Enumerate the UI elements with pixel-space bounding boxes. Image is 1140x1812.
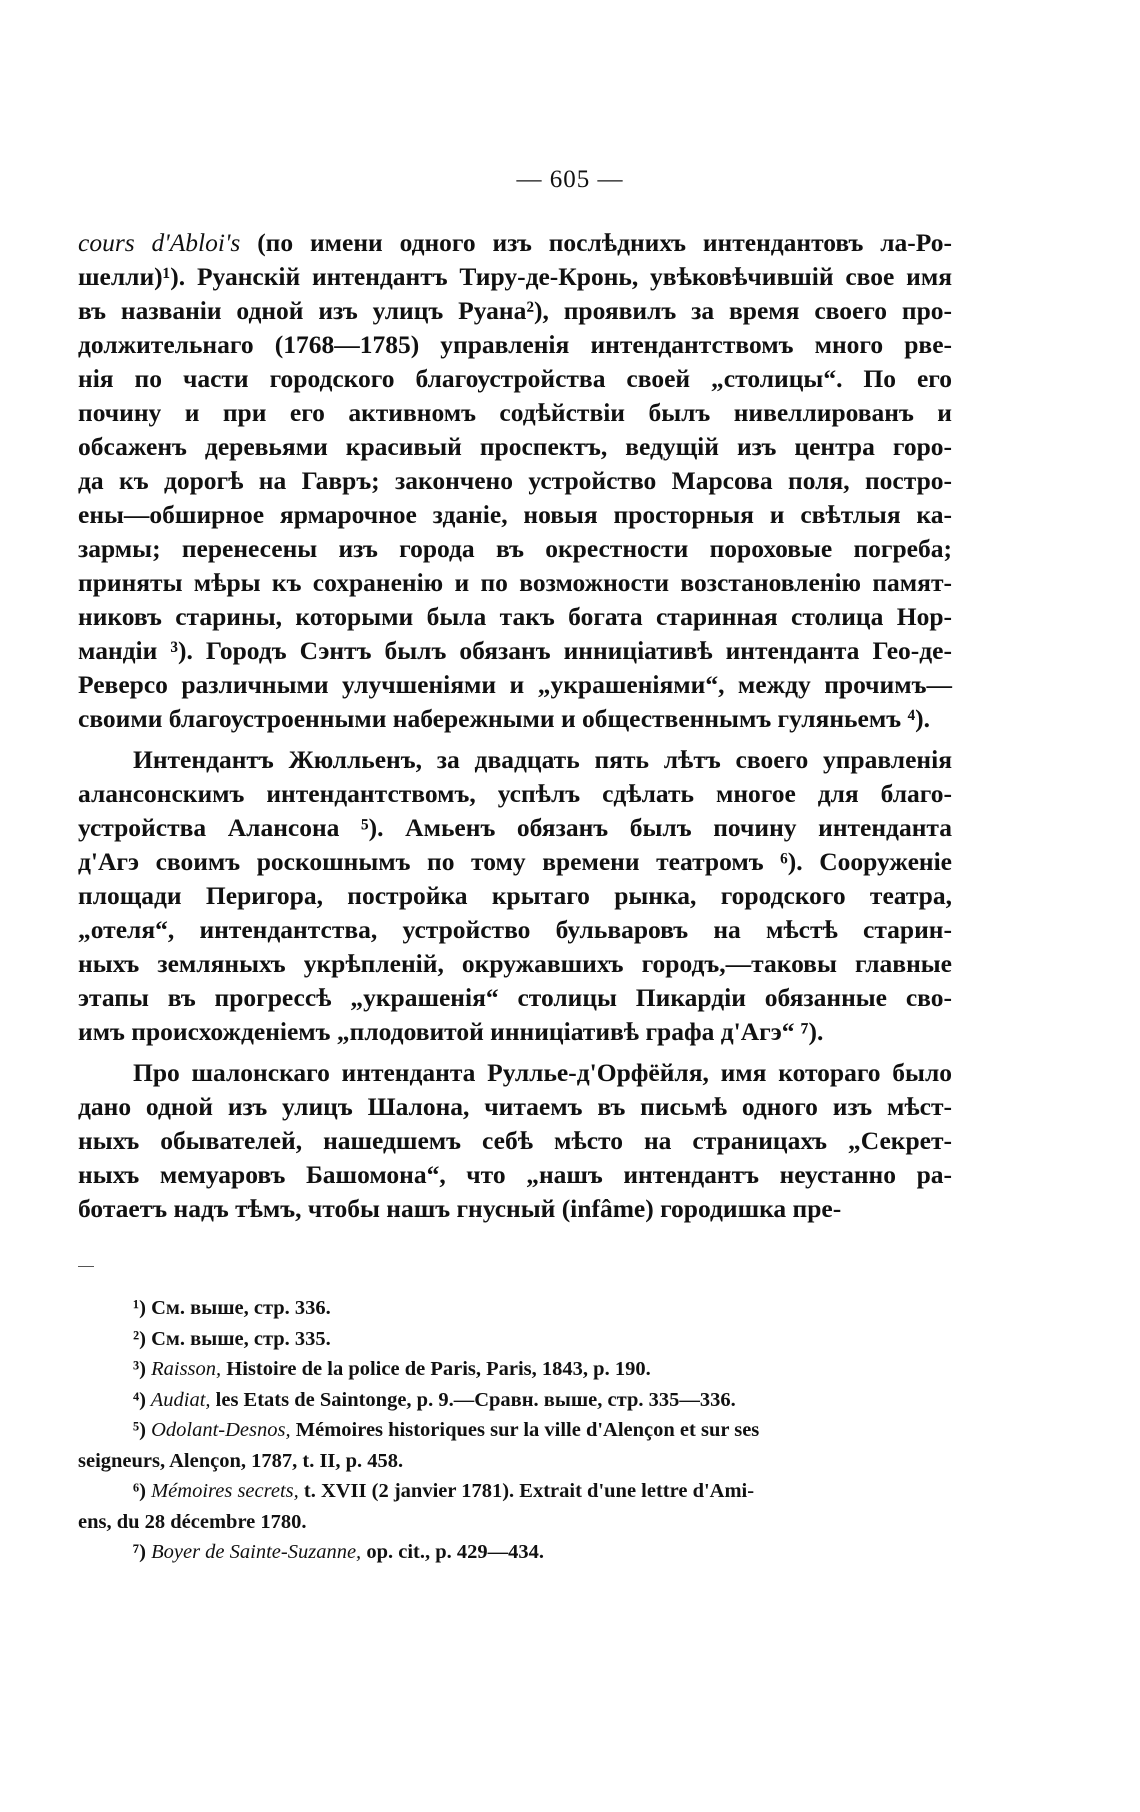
text-line bbox=[78, 668, 952, 702]
italic-text: cours d'Abloi's bbox=[78, 228, 241, 257]
footnote-text: См. выше, стр. 336. bbox=[145, 1297, 331, 1319]
footnote-marker: ³) bbox=[133, 1358, 146, 1380]
paragraph bbox=[78, 743, 952, 1049]
footnote-text: t. XVII (2 janvier 1781). Extrait d'une lettre d'Ami- bbox=[298, 1480, 755, 1502]
line-text: Про шалонскаго интенданта Руллье-д'Орфёйля, имя котораго было bbox=[133, 1058, 952, 1087]
footnote-separator bbox=[78, 1266, 94, 1267]
body-text bbox=[78, 226, 952, 1226]
line-text: обсаженъ деревьями красивый проспектъ, ведущій изъ центра горо- bbox=[78, 432, 952, 461]
line-text: Интендантъ Жюлльенъ, за двадцать пять лѣтъ своего управленія bbox=[133, 745, 952, 774]
line-text: д'Агэ своимъ роскошнымъ по тому времени театромъ ⁶). Сооруженіе bbox=[78, 847, 952, 876]
footnote-author: Boyer de Sainte-Suzanne, bbox=[145, 1541, 362, 1563]
footnote bbox=[78, 1415, 952, 1446]
text-line bbox=[78, 1090, 952, 1124]
line-text: шелли)¹). Руанскій интендантъ Тиру-де-Кронь, увѣковѣчившій свое имя bbox=[78, 262, 952, 291]
footnote-marker: ²) bbox=[133, 1327, 146, 1350]
line-text: площади Перигора, постройка крытаго рынка, городского театра, bbox=[78, 881, 952, 910]
text-line bbox=[78, 1158, 952, 1192]
text-line bbox=[78, 396, 952, 430]
footnote-text: ens, du 28 décembre 1780. bbox=[78, 1510, 307, 1533]
line-text: зармы; перенесены изъ города въ окрестности пороховые погреба; bbox=[78, 534, 952, 563]
footnote bbox=[78, 1354, 952, 1385]
text-line bbox=[78, 811, 952, 845]
footnote-marker: ⁵) bbox=[133, 1419, 146, 1441]
line-text: „отеля“, интендантства, устройство бульваровъ на мѣстѣ старин- bbox=[78, 915, 952, 944]
footnote-marker: ¹) bbox=[133, 1297, 146, 1319]
line-text: ныхъ обывателей, нашедшемъ себѣ мѣсто на страницахъ „Секрет- bbox=[78, 1126, 952, 1155]
footnote-author: Mémoires secrets, bbox=[145, 1480, 299, 1502]
footnote bbox=[78, 1385, 952, 1416]
line-text: нія по части городского благоустройства своей „столицы“. По его bbox=[78, 364, 952, 393]
paragraph-gap bbox=[78, 736, 952, 743]
page-number: — 605 — bbox=[516, 166, 624, 193]
text-line bbox=[78, 430, 952, 464]
footnote bbox=[78, 1293, 952, 1324]
text-line bbox=[78, 634, 952, 668]
line-text: никовъ старины, которыми была такъ богата старинная столица Нор- bbox=[78, 602, 952, 631]
line-text: должительнаго (1768—1785) управленія интендантствомъ много рве- bbox=[78, 330, 952, 359]
line-text: дано одной изъ улицъ Шалона, читаемъ въ письмѣ одного изъ мѣст- bbox=[78, 1092, 952, 1121]
text-line bbox=[78, 702, 952, 736]
footnote-text: Mémoires historiques sur la ville d'Alençon et sur ses bbox=[290, 1419, 760, 1441]
footnote-text: См. выше, стр. 335. bbox=[145, 1327, 331, 1350]
line-text: алансонскимъ интендантствомъ, успѣлъ сдѣлать многое для благо- bbox=[78, 779, 952, 808]
line-text: Реверсо различными улучшеніями и „украшеніями“, между прочимъ— bbox=[78, 670, 952, 699]
line-text: приняты мѣры къ сохраненію и по возможности возстановленію памят- bbox=[78, 568, 952, 597]
text-line bbox=[78, 947, 952, 981]
line-text: ены—обширное ярмарочное зданіе, новыя просторныя и свѣтлыя ка- bbox=[78, 500, 952, 529]
line-text: мандіи ³). Городъ Сэнтъ былъ обязанъ инниціативѣ интенданта Гео-де- bbox=[78, 636, 952, 665]
footnote-marker: ⁴) bbox=[133, 1388, 146, 1411]
text-line bbox=[78, 260, 952, 294]
line-text: этапы въ прогрессѣ „украшенія“ столицы Пикардіи обязанные сво- bbox=[78, 983, 952, 1012]
footnote bbox=[78, 1476, 952, 1507]
text-line bbox=[78, 362, 952, 396]
line-text: почину и при его активномъ содѣйствіи былъ нивеллированъ и bbox=[78, 398, 952, 427]
line-text: ныхъ мемуаровъ Башомона“, что „нашъ интендантъ неустанно ра- bbox=[78, 1160, 952, 1189]
line-text: ныхъ земляныхъ укрѣпленій, окружавшихъ городъ,—таковы главные bbox=[78, 949, 952, 978]
footnote-text: seigneurs, Alençon, 1787, t. II, p. 458. bbox=[78, 1449, 404, 1472]
footnotes bbox=[78, 1293, 952, 1568]
text-line bbox=[78, 1192, 952, 1226]
footnote-marker: ⁷) bbox=[133, 1541, 146, 1563]
text-line bbox=[78, 532, 952, 566]
text-line bbox=[78, 777, 952, 811]
text-line bbox=[78, 1124, 952, 1158]
text-line bbox=[78, 1056, 952, 1090]
text-line bbox=[78, 743, 952, 777]
paragraph-gap bbox=[78, 1049, 952, 1056]
footnote-marker: ⁶) bbox=[133, 1480, 146, 1502]
footnote bbox=[78, 1537, 952, 1568]
text-line bbox=[78, 498, 952, 532]
footnote-author: Audiat, bbox=[145, 1388, 211, 1411]
line-text: въ названіи одной изъ улицъ Руана²), проявилъ за время своего про- bbox=[78, 296, 952, 325]
text-line bbox=[78, 566, 952, 600]
text-line bbox=[78, 464, 952, 498]
text-line bbox=[78, 845, 952, 879]
text-line bbox=[78, 913, 952, 947]
line-text: устройства Алансона ⁵). Амьенъ обязанъ былъ почину интенданта bbox=[78, 813, 952, 842]
paragraph bbox=[78, 1056, 952, 1226]
footnote-author: Odolant-Desnos, bbox=[145, 1419, 291, 1441]
footnote bbox=[78, 1324, 952, 1355]
text-line bbox=[78, 226, 952, 260]
text-line bbox=[78, 600, 952, 634]
line-text: имъ происхожденіемъ „плодовитой инниціативѣ графа д'Агэ“ ⁷). bbox=[78, 1017, 824, 1046]
text-line bbox=[78, 879, 952, 913]
footnote bbox=[78, 1446, 952, 1477]
text-line bbox=[78, 1015, 952, 1049]
paragraph bbox=[78, 226, 952, 736]
text-line bbox=[78, 981, 952, 1015]
footnote-text: les Etats de Saintonge, p. 9.—Сравн. выше, стр. 335—336. bbox=[210, 1388, 736, 1411]
line-text: своими благоустроенными набережными и общественнымъ гуляньемъ ⁴). bbox=[78, 704, 930, 733]
footnote-text: op. cit., p. 429—434. bbox=[361, 1541, 544, 1563]
text-line bbox=[78, 328, 952, 362]
footnote bbox=[78, 1507, 952, 1538]
line-text: да къ дорогѣ на Гавръ; закончено устройство Марсова поля, постро- bbox=[78, 466, 952, 495]
line-text: ботаетъ надъ тѣмъ, чтобы нашъ гнусный (infâme) городишка пре- bbox=[78, 1194, 842, 1223]
line-text: (по имени одного изъ послѣднихъ интендантовъ ла-Ро- bbox=[240, 228, 952, 257]
footnote-author: Raisson, bbox=[145, 1358, 222, 1380]
text-line bbox=[78, 294, 952, 328]
footnote-text: Histoire de la police de Paris, Paris, 1843, p. 190. bbox=[221, 1358, 651, 1380]
